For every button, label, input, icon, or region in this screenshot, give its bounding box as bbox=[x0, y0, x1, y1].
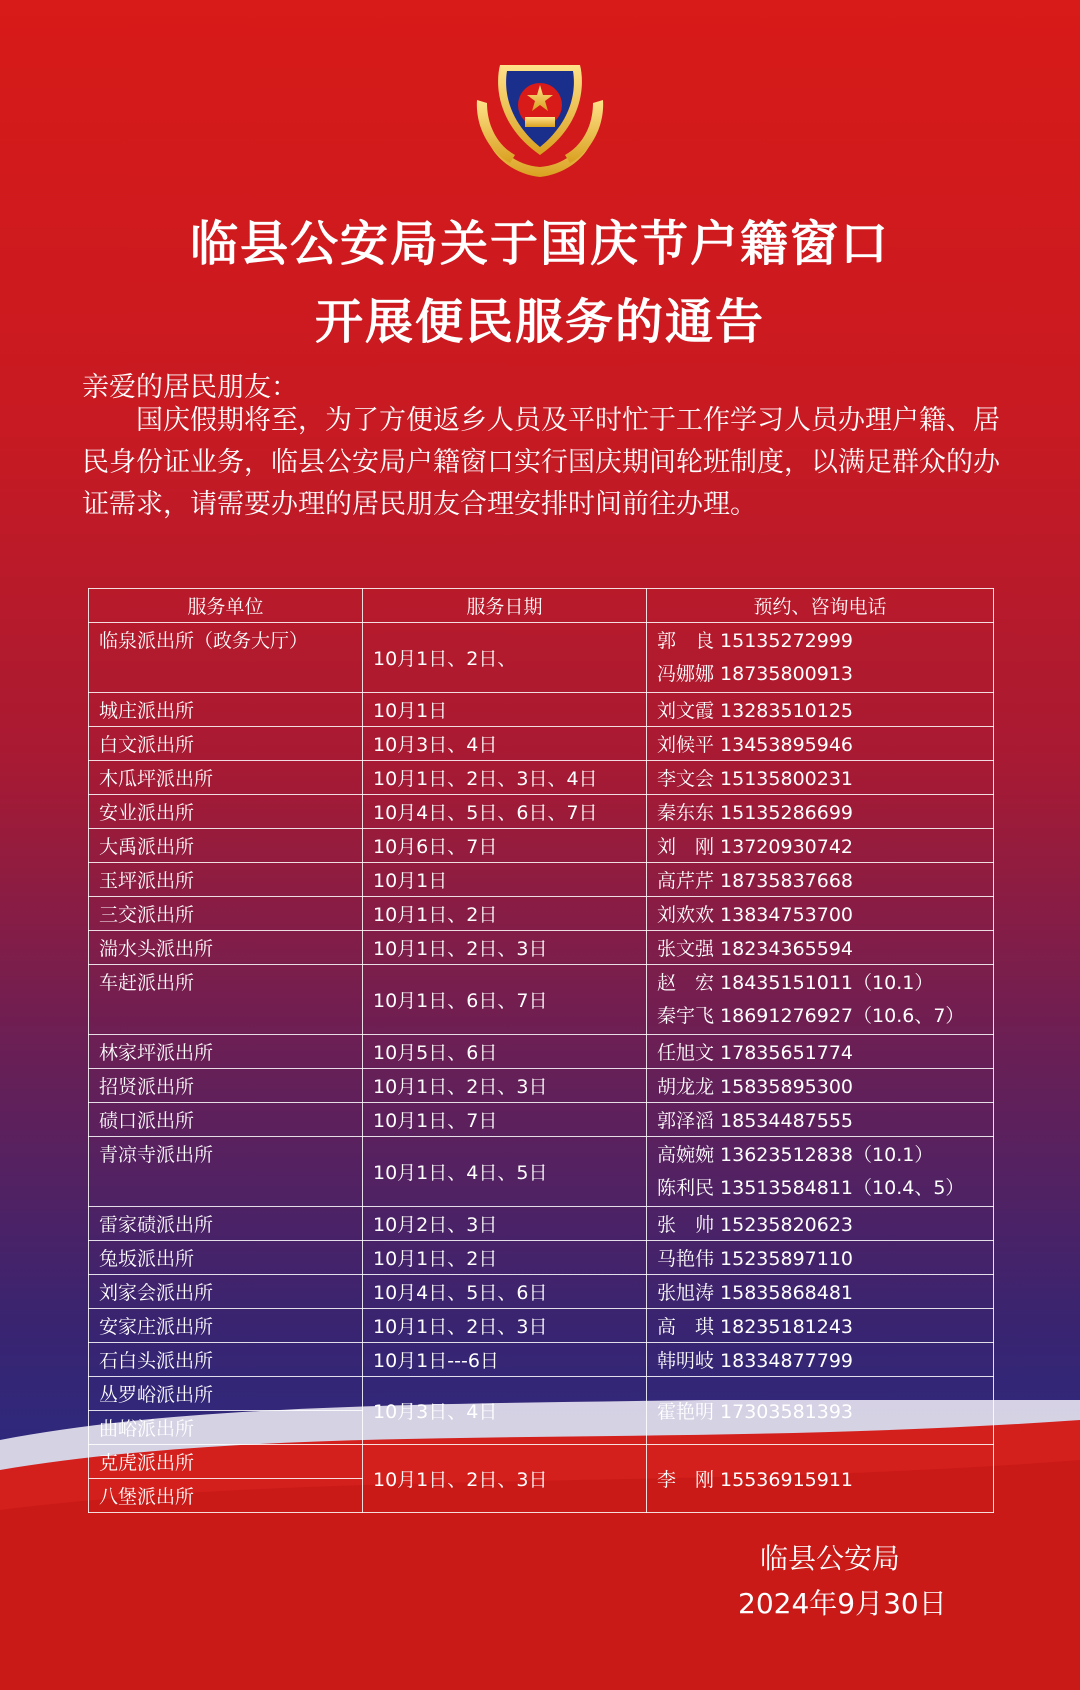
service-date: 10月1日、7日 bbox=[363, 1103, 647, 1137]
table-row bbox=[89, 1207, 994, 1241]
service-unit: 青凉寺派出所 bbox=[89, 1137, 363, 1207]
table-row bbox=[89, 795, 994, 829]
header-contact-phone: 预约、咨询电话 bbox=[647, 589, 994, 623]
service-unit: 雷家碛派出所 bbox=[89, 1207, 363, 1241]
table-row bbox=[89, 761, 994, 795]
contact: 刘候平 13453895946 bbox=[647, 727, 994, 761]
service-date: 10月1日、2日 bbox=[363, 897, 647, 931]
table-row bbox=[89, 863, 994, 897]
contact: 胡龙龙 15835895300 bbox=[647, 1069, 994, 1103]
table-row bbox=[89, 897, 994, 931]
service-unit: 大禹派出所 bbox=[89, 829, 363, 863]
service-date: 10月3日、4日 bbox=[363, 1377, 647, 1445]
contact-line: 郭 良 15135272999 bbox=[657, 629, 854, 652]
service-date: 10月4日、5日、6日、7日 bbox=[363, 795, 647, 829]
header-service-unit: 服务单位 bbox=[89, 589, 363, 623]
service-unit: 安业派出所 bbox=[89, 795, 363, 829]
contact: 张 帅 15235820623 bbox=[647, 1207, 994, 1241]
table-row bbox=[89, 965, 994, 1035]
contact-line: 陈利民 13513584811（10.4、5） bbox=[657, 1176, 965, 1199]
service-unit: 刘家会派出所 bbox=[89, 1275, 363, 1309]
contact: 郭泽滔 18534487555 bbox=[647, 1103, 994, 1137]
service-unit: 兔坂派出所 bbox=[89, 1241, 363, 1275]
service-unit: 湍水头派出所 bbox=[89, 931, 363, 965]
contact: 韩明岐 18334877799 bbox=[647, 1343, 994, 1377]
service-date: 10月1日、2日 bbox=[363, 1241, 647, 1275]
service-unit: 木瓜坪派出所 bbox=[89, 761, 363, 795]
service-unit: 招贤派出所 bbox=[89, 1069, 363, 1103]
table-row bbox=[89, 727, 994, 761]
header-service-date: 服务日期 bbox=[363, 589, 647, 623]
service-date: 10月1日 bbox=[363, 863, 647, 897]
service-date: 10月1日、2日、3日 bbox=[363, 1309, 647, 1343]
contact: 马艳伟 15235897110 bbox=[647, 1241, 994, 1275]
schedule-table bbox=[88, 588, 994, 1513]
service-unit: 林家坪派出所 bbox=[89, 1035, 363, 1069]
contact: 刘文霞 13283510125 bbox=[647, 693, 994, 727]
service-date: 10月3日、4日 bbox=[363, 727, 647, 761]
service-unit: 白文派出所 bbox=[89, 727, 363, 761]
service-date: 10月1日、2日、 bbox=[363, 623, 647, 693]
service-date: 10月1日、4日、5日 bbox=[363, 1137, 647, 1207]
table-row bbox=[89, 1445, 994, 1479]
table-row bbox=[89, 693, 994, 727]
table-row bbox=[89, 1377, 994, 1411]
contact: 张文强 18234365594 bbox=[647, 931, 994, 965]
table-row bbox=[89, 1103, 994, 1137]
contact-line: 冯娜娜 18735800913 bbox=[657, 662, 854, 685]
contact: 刘欢欢 13834753700 bbox=[647, 897, 994, 931]
table-row bbox=[89, 1069, 994, 1103]
contact: 李文会 15135800231 bbox=[647, 761, 994, 795]
signature: 临县公安局 bbox=[760, 1542, 901, 1575]
contact: 张旭涛 15835868481 bbox=[647, 1275, 994, 1309]
contact: 李 刚 15536915911 bbox=[647, 1445, 994, 1513]
service-date: 10月1日、6日、7日 bbox=[363, 965, 647, 1035]
service-unit: 安家庄派出所 bbox=[89, 1309, 363, 1343]
service-date: 10月1日 bbox=[363, 693, 647, 727]
contact: 高芹芹 18735837668 bbox=[647, 863, 994, 897]
service-unit: 八堡派出所 bbox=[89, 1479, 363, 1513]
table-row bbox=[89, 931, 994, 965]
notice-paragraph: 国庆假期将至，为了方便返乡人员及平时忙于工作学习人员办理户籍、居民身份证业务，临县公安局户籍窗口实行国庆期间轮班制度，以满足群众的办证需求，请需要办理的居民朋友合理安排时间前往办理。 bbox=[82, 405, 1000, 520]
contact bbox=[647, 623, 994, 693]
contact: 秦东东 15135286699 bbox=[647, 795, 994, 829]
notice-title-line-1: 临县公安局关于国庆节户籍窗口 bbox=[189, 216, 890, 272]
service-unit: 丛罗峪派出所 bbox=[89, 1377, 363, 1411]
table-header-row bbox=[89, 589, 994, 623]
contact: 任旭文 17835651774 bbox=[647, 1035, 994, 1069]
service-unit: 三交派出所 bbox=[89, 897, 363, 931]
service-date: 10月4日、5日、6日 bbox=[363, 1275, 647, 1309]
notice-date: 2024年9月30日 bbox=[738, 1587, 947, 1620]
contact-line: 高婉婉 13623512838（10.1） bbox=[657, 1143, 934, 1166]
table-row bbox=[89, 829, 994, 863]
service-unit: 曲峪派出所 bbox=[89, 1411, 363, 1445]
table-row bbox=[89, 1275, 994, 1309]
service-date: 10月1日、2日、3日 bbox=[363, 1069, 647, 1103]
service-unit: 玉坪派出所 bbox=[89, 863, 363, 897]
contact: 霍艳明 17303581393 bbox=[647, 1377, 994, 1445]
contact-line: 赵 宏 18435151011（10.1） bbox=[657, 971, 934, 994]
table-row bbox=[89, 1309, 994, 1343]
service-date: 10月1日、2日、3日、4日 bbox=[363, 761, 647, 795]
service-date: 10月1日、2日、3日 bbox=[363, 931, 647, 965]
table-row bbox=[89, 1035, 994, 1069]
contact: 高 琪 18235181243 bbox=[647, 1309, 994, 1343]
contact-line: 秦宇飞 18691276927（10.6、7） bbox=[657, 1004, 965, 1027]
service-unit: 车赶派出所 bbox=[89, 965, 363, 1035]
service-date: 10月1日---6日 bbox=[363, 1343, 647, 1377]
service-unit: 石白头派出所 bbox=[89, 1343, 363, 1377]
contact bbox=[647, 1137, 994, 1207]
contact bbox=[647, 965, 994, 1035]
service-unit: 碛口派出所 bbox=[89, 1103, 363, 1137]
table-row bbox=[89, 623, 994, 693]
service-unit: 城庄派出所 bbox=[89, 693, 363, 727]
service-date: 10月5日、6日 bbox=[363, 1035, 647, 1069]
table-row bbox=[89, 1343, 994, 1377]
table-row bbox=[89, 1241, 994, 1275]
table-row bbox=[89, 1137, 994, 1207]
service-unit: 克虎派出所 bbox=[89, 1445, 363, 1479]
service-date: 10月1日、2日、3日 bbox=[363, 1445, 647, 1513]
contact: 刘 刚 13720930742 bbox=[647, 829, 994, 863]
service-unit: 临泉派出所（政务大厅） bbox=[89, 623, 363, 693]
greeting: 亲爱的居民朋友： bbox=[82, 372, 298, 403]
service-date: 10月2日、3日 bbox=[363, 1207, 647, 1241]
service-date: 10月6日、7日 bbox=[363, 829, 647, 863]
notice-title-line-2: 开展便民服务的通告 bbox=[314, 294, 765, 350]
police-emblem-icon bbox=[465, 55, 615, 180]
